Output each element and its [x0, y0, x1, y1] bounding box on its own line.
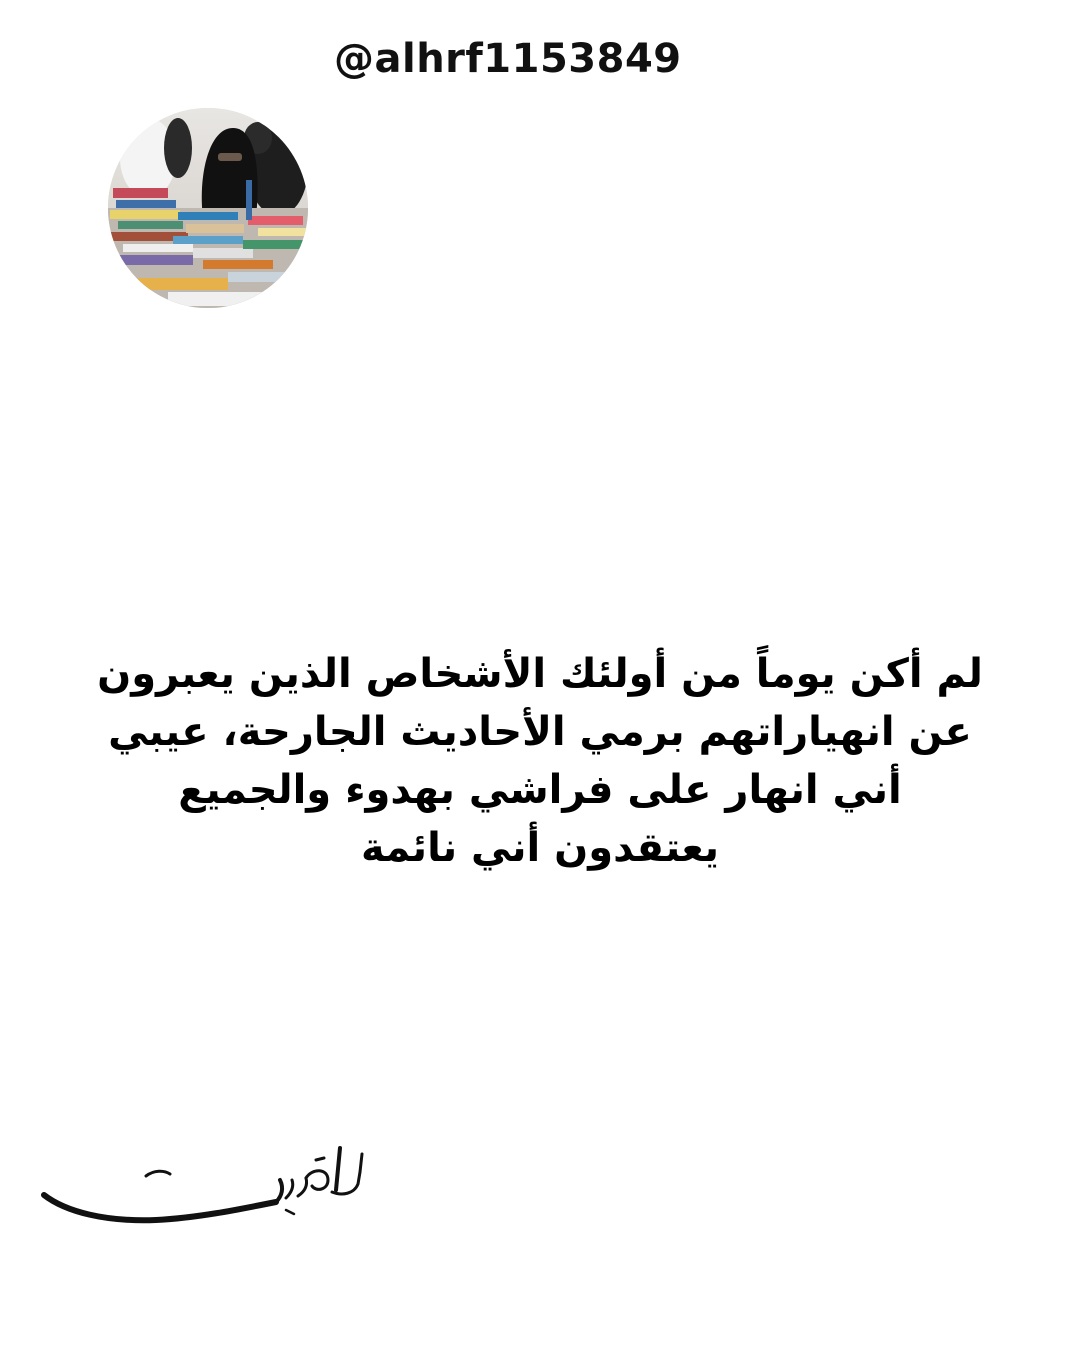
signature-icon — [36, 1140, 376, 1240]
avatar — [108, 108, 308, 308]
profile-photo-icon — [108, 108, 308, 308]
quote-text: لم أكن يوماً من أولئك الأشخاص الذين يعبرون عن انهياراتهم برمي الأحاديث الجارحة، عيبي أني انهار على فراشي بهدوء والجميع يعتقدون أني نائمة — [97, 651, 983, 871]
username-handle: @alhrf1153849 — [334, 36, 682, 82]
signature — [36, 1140, 376, 1240]
